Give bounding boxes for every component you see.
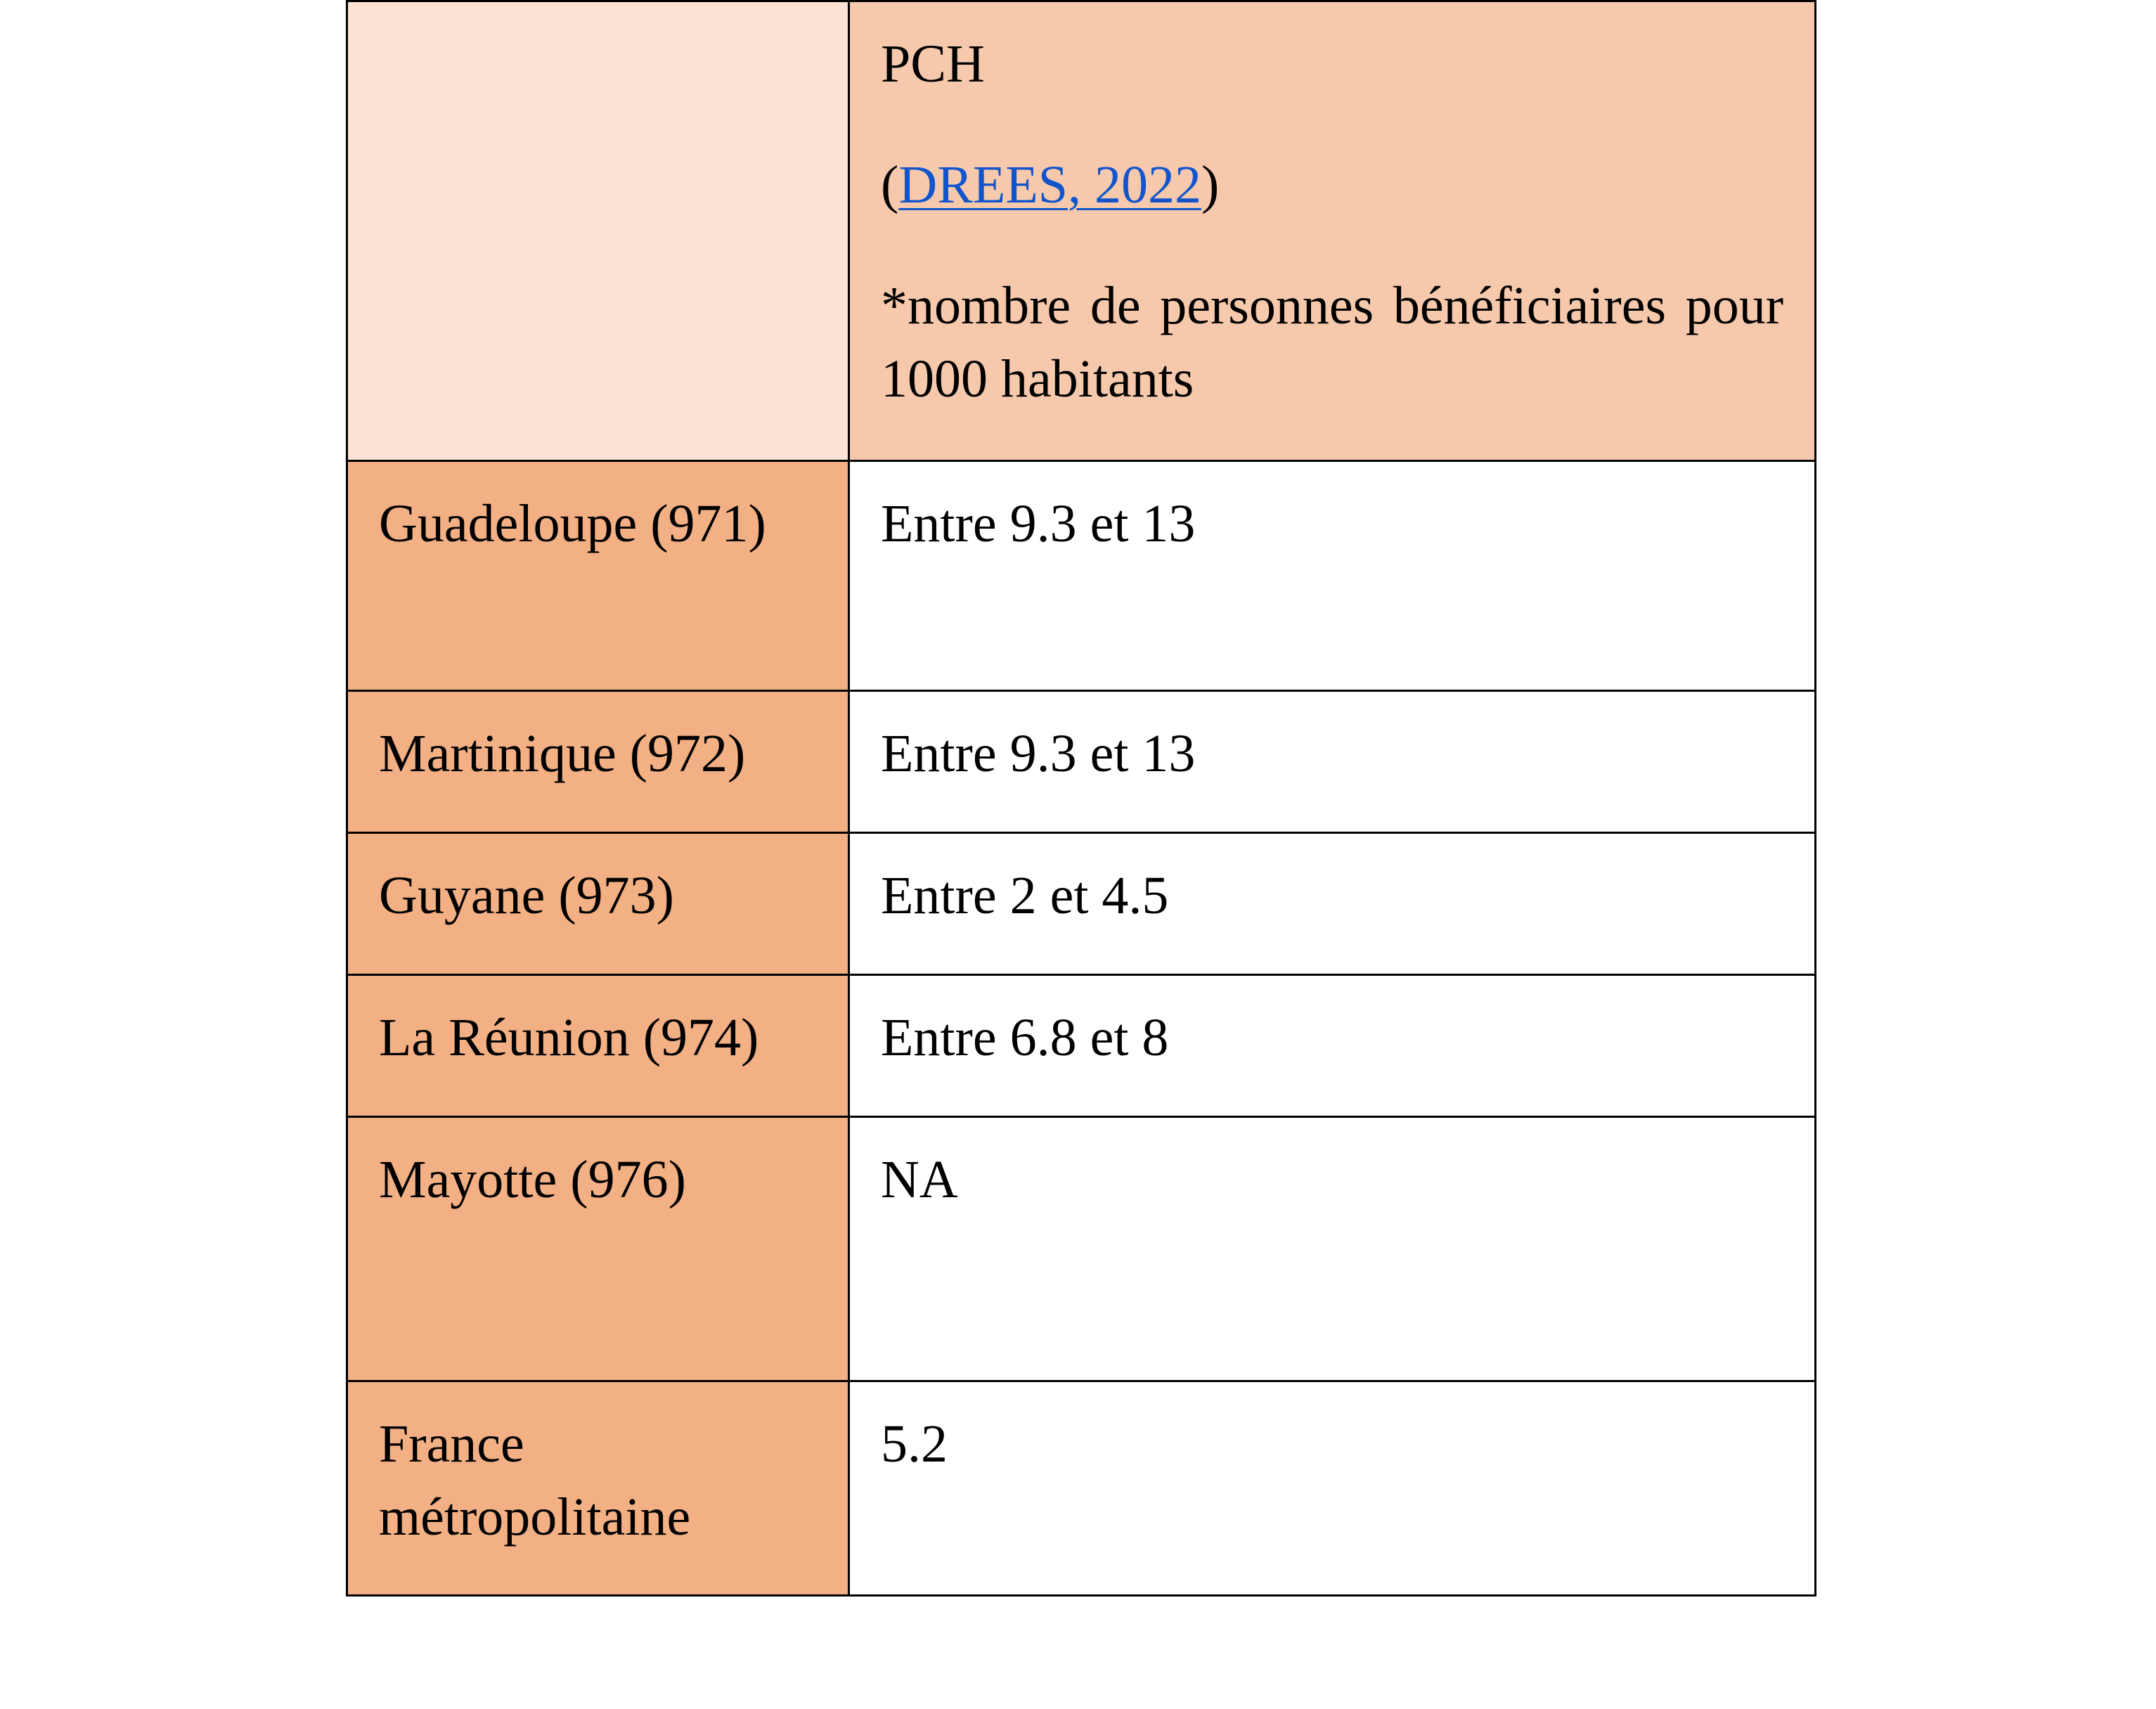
header-source [881, 148, 1783, 221]
row-label-la-reunion: La Réunion (974) [347, 975, 849, 1117]
table-row [347, 975, 1816, 1117]
header-note: *nombre de personnes bénéficiaires pour 1000 habitants [881, 276, 1783, 408]
row-label-france-metropolitaine: France métropolitaine [347, 1381, 849, 1596]
table-row [347, 1117, 1816, 1381]
table-header-row [347, 1, 1816, 461]
drees-2022-link[interactable]: DREES, 2022 [898, 155, 1202, 214]
row-label-guyane: Guyane (973) [347, 833, 849, 975]
table-row [347, 833, 1816, 975]
row-value-mayotte: NA [849, 1117, 1816, 1381]
header-title: PCH [881, 34, 985, 93]
row-value-france-metropolitaine: 5.2 [849, 1381, 1816, 1596]
row-label-guadeloupe: Guadeloupe (971) [347, 461, 849, 691]
row-value-guyane: Entre 2 et 4.5 [849, 833, 1816, 975]
row-label-mayotte: Mayotte (976) [347, 1117, 849, 1381]
source-close-paren: ) [1201, 155, 1220, 214]
pch-table [346, 0, 1816, 1597]
table-row [347, 691, 1816, 833]
header-pch-cell [849, 1, 1816, 461]
table-row [347, 461, 1816, 691]
table-row [347, 1381, 1816, 1596]
row-label-martinique: Martinique (972) [347, 691, 849, 833]
header-empty-cell [347, 1, 849, 461]
source-open-paren: ( [881, 155, 899, 214]
row-value-guadeloupe: Entre 9.3 et 13 [849, 461, 1816, 691]
row-value-la-reunion: Entre 6.8 et 8 [849, 975, 1816, 1117]
row-value-martinique: Entre 9.3 et 13 [849, 691, 1816, 833]
